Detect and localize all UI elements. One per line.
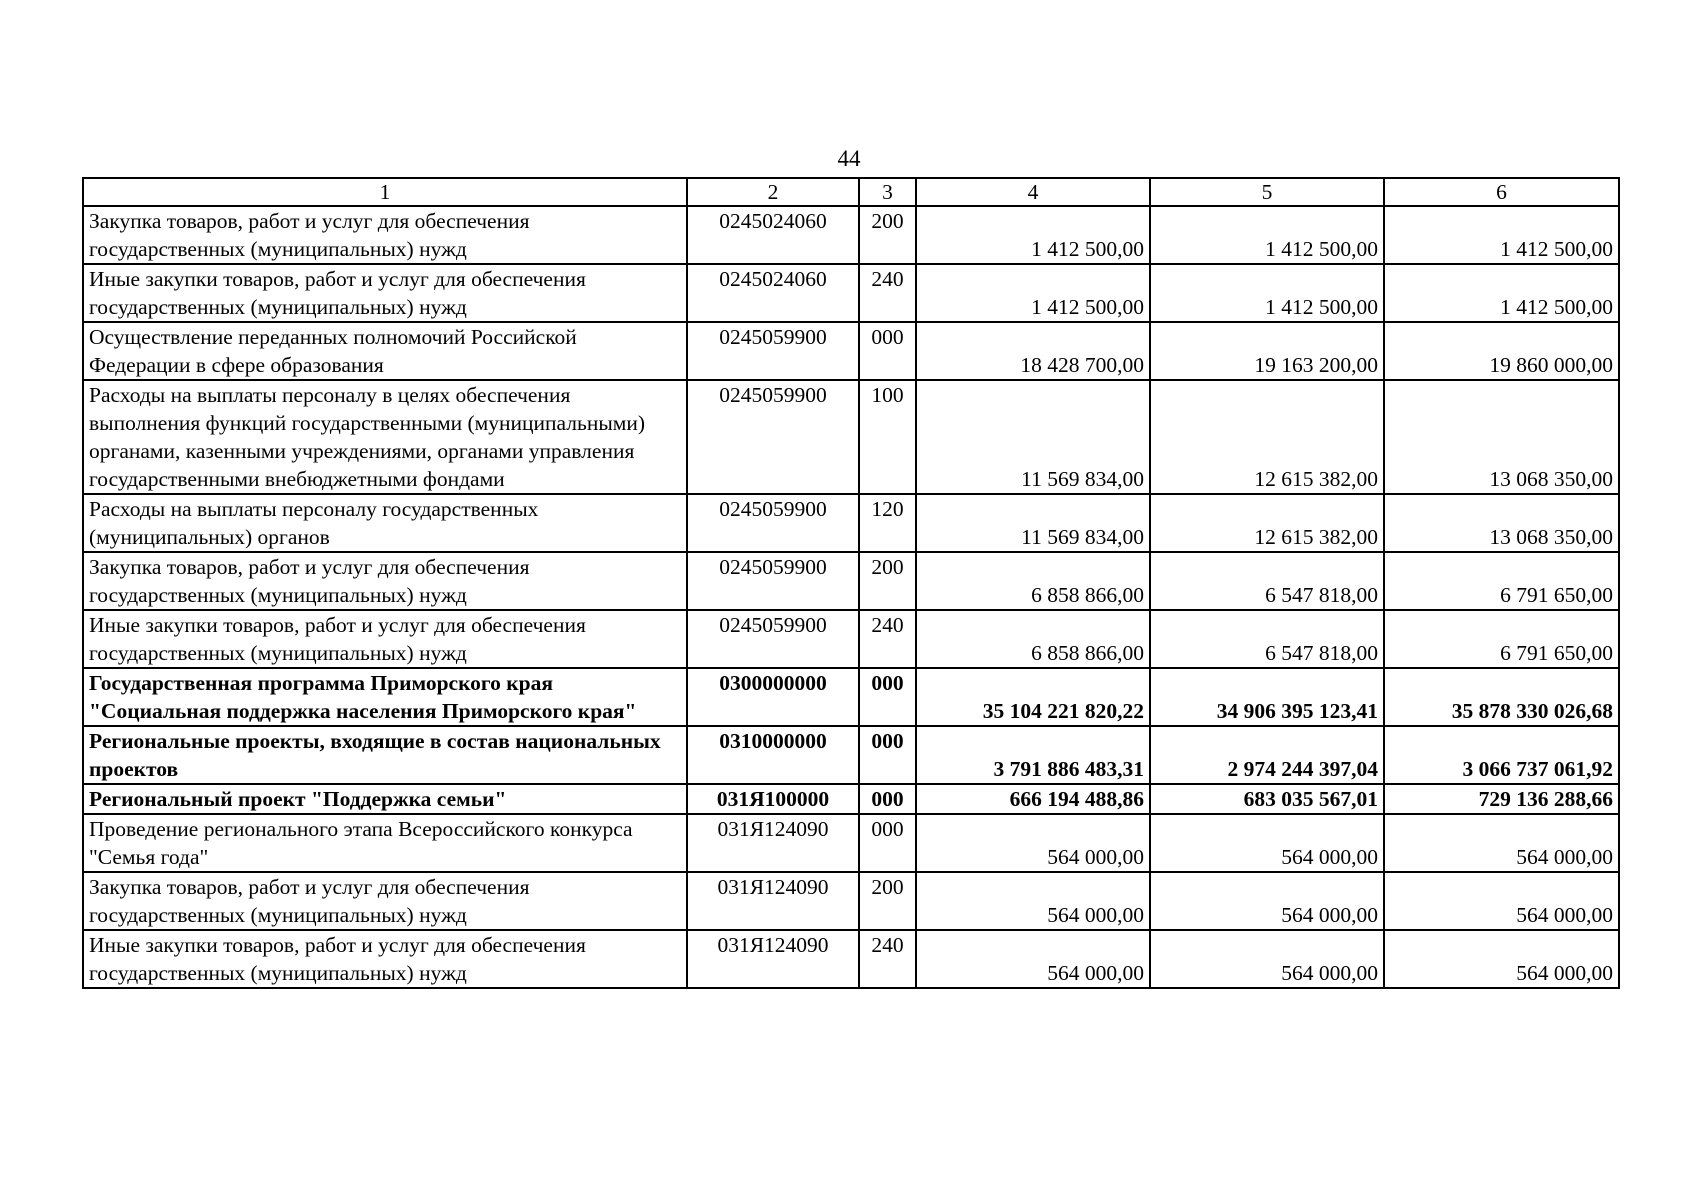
amount-year-1: 6 858 866,00 <box>916 552 1150 610</box>
program-code: 0310000000 <box>687 726 859 784</box>
expense-name: Региональный проект "Поддержка семьи" <box>83 784 687 814</box>
amount-year-3: 564 000,00 <box>1384 930 1619 988</box>
amount-year-2: 2 974 244 397,04 <box>1150 726 1384 784</box>
expense-type-code: 200 <box>859 552 916 610</box>
amount-year-3: 35 878 330 026,68 <box>1384 668 1619 726</box>
amount-year-3: 564 000,00 <box>1384 814 1619 872</box>
program-code: 0245059900 <box>687 610 859 668</box>
amount-year-2: 564 000,00 <box>1150 872 1384 930</box>
program-code: 0300000000 <box>687 668 859 726</box>
amount-year-3: 6 791 650,00 <box>1384 552 1619 610</box>
amount-year-2: 1 412 500,00 <box>1150 264 1384 322</box>
expense-type-code: 000 <box>859 814 916 872</box>
table-row <box>83 814 1619 872</box>
amount-year-2: 12 615 382,00 <box>1150 494 1384 552</box>
amount-year-3: 19 860 000,00 <box>1384 322 1619 380</box>
expense-type-code: 240 <box>859 610 916 668</box>
table-row <box>83 322 1619 380</box>
expense-type-code: 240 <box>859 930 916 988</box>
table-row <box>83 494 1619 552</box>
expense-type-code: 200 <box>859 206 916 264</box>
expense-type-code: 200 <box>859 872 916 930</box>
program-code: 031Я124090 <box>687 930 859 988</box>
table-row <box>83 726 1619 784</box>
expense-name: Закупка товаров, работ и услуг для обеспечения государственных (муниципальных) нужд <box>83 552 687 610</box>
budget-table <box>82 177 1620 989</box>
expense-name: Проведение регионального этапа Всероссийского конкурса "Семья года" <box>83 814 687 872</box>
table-header <box>83 178 1619 206</box>
column-header-5: 5 <box>1150 178 1384 206</box>
amount-year-2: 6 547 818,00 <box>1150 552 1384 610</box>
amount-year-3: 729 136 288,66 <box>1384 784 1619 814</box>
amount-year-2: 683 035 567,01 <box>1150 784 1384 814</box>
program-code: 031Я124090 <box>687 872 859 930</box>
table-row <box>83 872 1619 930</box>
expense-name: Государственная программа Приморского края "Социальная поддержка населения Приморского края" <box>83 668 687 726</box>
amount-year-2: 6 547 818,00 <box>1150 610 1384 668</box>
amount-year-2: 1 412 500,00 <box>1150 206 1384 264</box>
expense-name: Иные закупки товаров, работ и услуг для обеспечения государственных (муниципальных) нужд <box>83 930 687 988</box>
amount-year-1: 1 412 500,00 <box>916 264 1150 322</box>
program-code: 0245059900 <box>687 494 859 552</box>
expense-type-code: 000 <box>859 784 916 814</box>
table-row <box>83 668 1619 726</box>
program-code: 0245059900 <box>687 380 859 494</box>
program-code: 031Я100000 <box>687 784 859 814</box>
amount-year-1: 3 791 886 483,31 <box>916 726 1150 784</box>
amount-year-3: 3 066 737 061,92 <box>1384 726 1619 784</box>
program-code: 031Я124090 <box>687 814 859 872</box>
amount-year-1: 18 428 700,00 <box>916 322 1150 380</box>
column-header-2: 2 <box>687 178 859 206</box>
amount-year-1: 666 194 488,86 <box>916 784 1150 814</box>
column-header-1: 1 <box>83 178 687 206</box>
column-header-3: 3 <box>859 178 916 206</box>
program-code: 0245059900 <box>687 322 859 380</box>
expense-type-code: 000 <box>859 726 916 784</box>
table-row <box>83 380 1619 494</box>
expense-name: Осуществление переданных полномочий Российской Федерации в сфере образования <box>83 322 687 380</box>
amount-year-3: 1 412 500,00 <box>1384 264 1619 322</box>
amount-year-1: 564 000,00 <box>916 814 1150 872</box>
amount-year-3: 13 068 350,00 <box>1384 380 1619 494</box>
amount-year-2: 19 163 200,00 <box>1150 322 1384 380</box>
table-row <box>83 610 1619 668</box>
table-row <box>83 930 1619 988</box>
amount-year-1: 564 000,00 <box>916 930 1150 988</box>
expense-name: Иные закупки товаров, работ и услуг для обеспечения государственных (муниципальных) нужд <box>83 264 687 322</box>
page-number: 44 <box>837 146 861 171</box>
program-code: 0245059900 <box>687 552 859 610</box>
expense-name: Расходы на выплаты персоналу в целях обеспечения выполнения функций государственными (муниципальными) органами, казенными учреждениями, органами управления государственными внебюджетными фондами <box>83 380 687 494</box>
expense-name: Иные закупки товаров, работ и услуг для обеспечения государственных (муниципальных) нужд <box>83 610 687 668</box>
amount-year-3: 564 000,00 <box>1384 872 1619 930</box>
header-row <box>83 178 1619 206</box>
expense-type-code: 240 <box>859 264 916 322</box>
table-row <box>83 784 1619 814</box>
amount-year-3: 13 068 350,00 <box>1384 494 1619 552</box>
amount-year-2: 564 000,00 <box>1150 930 1384 988</box>
amount-year-2: 12 615 382,00 <box>1150 380 1384 494</box>
expense-name: Расходы на выплаты персоналу государственных (муниципальных) органов <box>83 494 687 552</box>
column-header-4: 4 <box>916 178 1150 206</box>
table-row <box>83 264 1619 322</box>
amount-year-1: 11 569 834,00 <box>916 494 1150 552</box>
expense-name: Закупка товаров, работ и услуг для обеспечения государственных (муниципальных) нужд <box>83 872 687 930</box>
table-body <box>83 206 1619 988</box>
expense-type-code: 000 <box>859 668 916 726</box>
amount-year-2: 564 000,00 <box>1150 814 1384 872</box>
expense-type-code: 000 <box>859 322 916 380</box>
expense-name: Региональные проекты, входящие в состав национальных проектов <box>83 726 687 784</box>
amount-year-3: 6 791 650,00 <box>1384 610 1619 668</box>
column-header-6: 6 <box>1384 178 1619 206</box>
amount-year-1: 35 104 221 820,22 <box>916 668 1150 726</box>
program-code: 0245024060 <box>687 206 859 264</box>
program-code: 0245024060 <box>687 264 859 322</box>
amount-year-2: 34 906 395 123,41 <box>1150 668 1384 726</box>
amount-year-1: 6 858 866,00 <box>916 610 1150 668</box>
amount-year-3: 1 412 500,00 <box>1384 206 1619 264</box>
expense-name: Закупка товаров, работ и услуг для обеспечения государственных (муниципальных) нужд <box>83 206 687 264</box>
table-row <box>83 206 1619 264</box>
amount-year-1: 1 412 500,00 <box>916 206 1150 264</box>
expense-type-code: 120 <box>859 494 916 552</box>
amount-year-1: 11 569 834,00 <box>916 380 1150 494</box>
amount-year-1: 564 000,00 <box>916 872 1150 930</box>
expense-type-code: 100 <box>859 380 916 494</box>
table-row <box>83 552 1619 610</box>
